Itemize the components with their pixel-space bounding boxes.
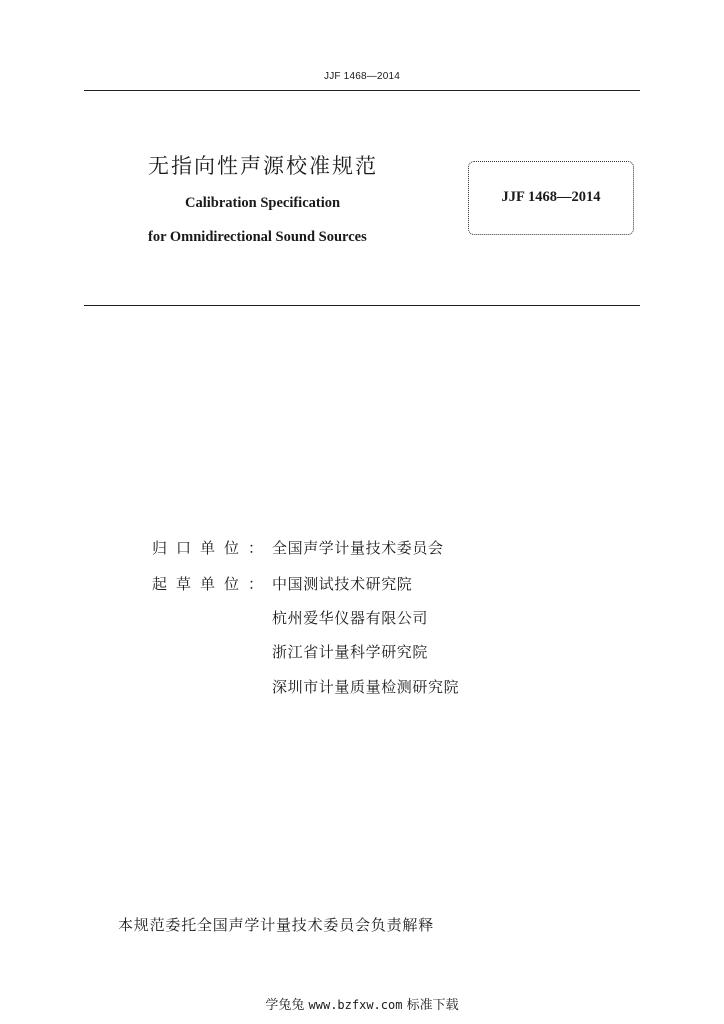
source-suffix: 标准下载 (406, 998, 459, 1013)
interpretation-note: 本规范委托全国声学计量技术委员会负责解释 (118, 916, 435, 934)
source-url[interactable]: www.bzfxw.com (308, 998, 403, 1012)
title-english-line-1: Calibration Specification (185, 195, 341, 211)
source-watermark (0, 994, 724, 1013)
drafting-unit-item: 杭州爱华仪器有限公司 (272, 609, 429, 627)
drafting-unit-label: 起草单位： (152, 575, 273, 593)
standard-code: JJF 1468—2014 (501, 189, 601, 205)
drafting-unit-item: 中国测试技术研究院 (272, 575, 413, 593)
drafting-unit-item: 浙江省计量科学研究院 (272, 643, 429, 661)
middle-divider (84, 305, 640, 306)
title-english-line-2: for Omnidirectional Sound Sources (148, 229, 367, 245)
responsible-unit-label: 归口单位： (152, 539, 273, 557)
header-standard-code: JJF 1468—2014 (324, 71, 400, 82)
source-site-name: 学兔兔 (265, 998, 305, 1013)
title-chinese: 无指向性声源校准规范 (148, 154, 378, 178)
drafting-unit-item: 深圳市计量质量检测研究院 (272, 678, 460, 696)
responsible-unit-value: 全国声学计量技术委员会 (272, 539, 444, 557)
top-divider (84, 90, 640, 91)
